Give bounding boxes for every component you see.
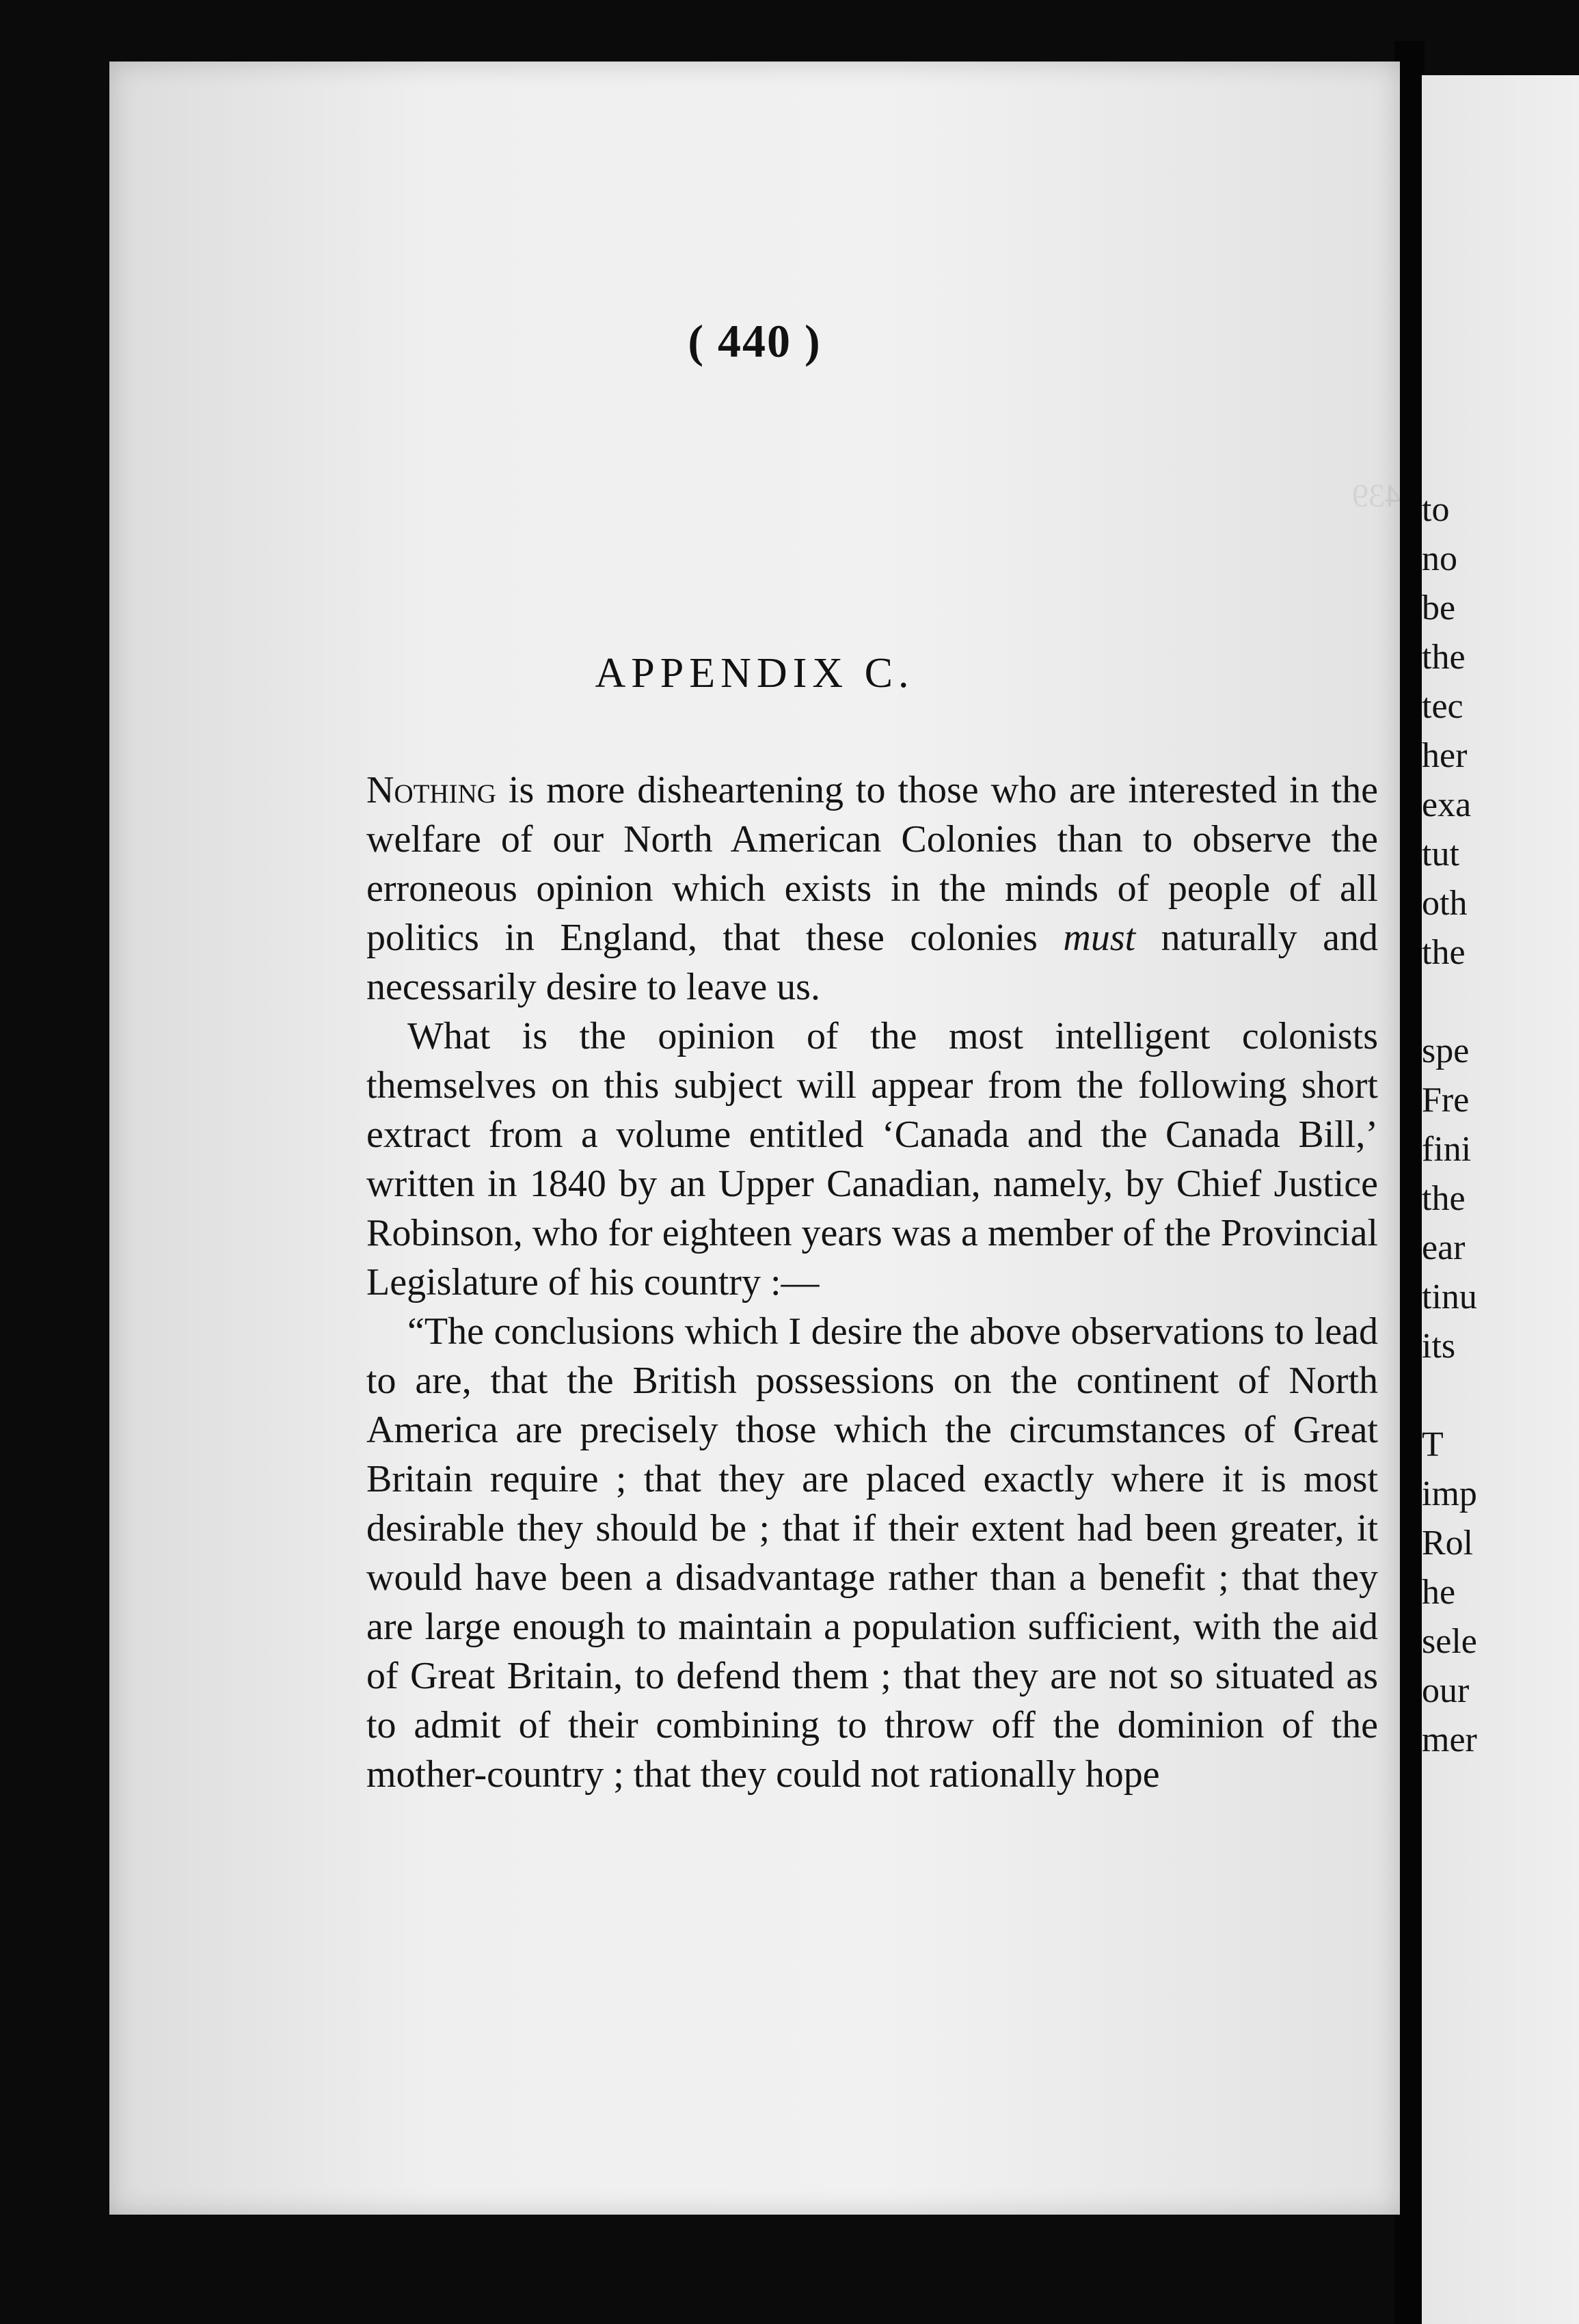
left-page xyxy=(109,62,1400,2215)
right-page-line: her xyxy=(1422,736,1468,775)
right-page-gap xyxy=(1422,977,1477,1027)
right-page-line: the xyxy=(1422,933,1466,972)
show-through-text: 439 xyxy=(1352,478,1401,514)
right-page-line: be xyxy=(1422,589,1456,627)
paragraph-1 xyxy=(366,766,1378,1012)
right-page-line: oth xyxy=(1422,884,1468,923)
right-page-line: tec xyxy=(1422,687,1463,726)
right-page-line: tinu xyxy=(1422,1278,1477,1316)
body-text xyxy=(366,766,1378,1799)
paragraph-1-tail: naturally and necessarily desire to leave us. xyxy=(366,917,1379,1008)
right-page-line: Fre xyxy=(1422,1081,1470,1120)
right-page-line: to xyxy=(1422,490,1450,529)
right-page-fragment xyxy=(1422,75,1579,2324)
right-page-line: the xyxy=(1422,1179,1466,1218)
paragraph-3-quote: “The conclusions which I desire the above observations to lead to are, that the British possessions on the continent of North America are precisely those which the circumstances of Great Britain require ; that they are placed exactly where it is most desirable they should be ; that if their extent had been greater, it would have been a disadvantage rather than a benefit ; that they are large enough to maintain a population sufficient, with the aid of Great Britain, to defend them ; that they are not so situated as to admit of their combining to throw off the dominion of the mother-country ; that they could not rationally hope xyxy=(366,1310,1378,1796)
right-page-line: exa xyxy=(1422,785,1472,824)
appendix-heading: APPENDIX C. xyxy=(595,650,915,697)
paragraph-2: What is the opinion of the most intelligent colonists themselves on this subject will appear from the following short extract from a volume entitled ‘Canada and the Canada Bill,’ written in 1840 by an Upper Canadian, namely, by Chief Justice Robinson, who for eighteen years was a member of the Provincial Legislature of his country :— xyxy=(366,1015,1378,1303)
right-page-line: T xyxy=(1422,1425,1444,1464)
paragraph-1-text: is more disheartening to those who are interested in the welfare of our North American Colonies than to observe the erroneous opinion which exists in the minds of people of all politics in England, that these colonies xyxy=(366,769,1378,959)
right-page-line: its xyxy=(1422,1327,1456,1366)
right-page-line: imp xyxy=(1422,1474,1477,1513)
right-page-line: sele xyxy=(1422,1622,1477,1661)
right-page-gap xyxy=(1422,1371,1477,1420)
right-page-line: ear xyxy=(1422,1228,1466,1267)
page-number: ( 440 ) xyxy=(688,315,822,367)
right-page-line: the xyxy=(1422,638,1466,677)
right-page-line: our xyxy=(1422,1671,1470,1710)
paragraph-1-lead: Nothing xyxy=(366,769,496,811)
paragraph-1-emphasis: must xyxy=(1063,917,1136,959)
right-page-lines xyxy=(1422,485,1477,1765)
right-page-line: spe xyxy=(1422,1031,1470,1070)
right-page-line: mer xyxy=(1422,1720,1477,1759)
right-page-line: tut xyxy=(1422,835,1459,874)
right-page-line: fini xyxy=(1422,1130,1472,1169)
right-page-line: Rol xyxy=(1422,1524,1474,1563)
right-page-line: no xyxy=(1422,539,1457,578)
right-page-line: he xyxy=(1422,1573,1456,1612)
